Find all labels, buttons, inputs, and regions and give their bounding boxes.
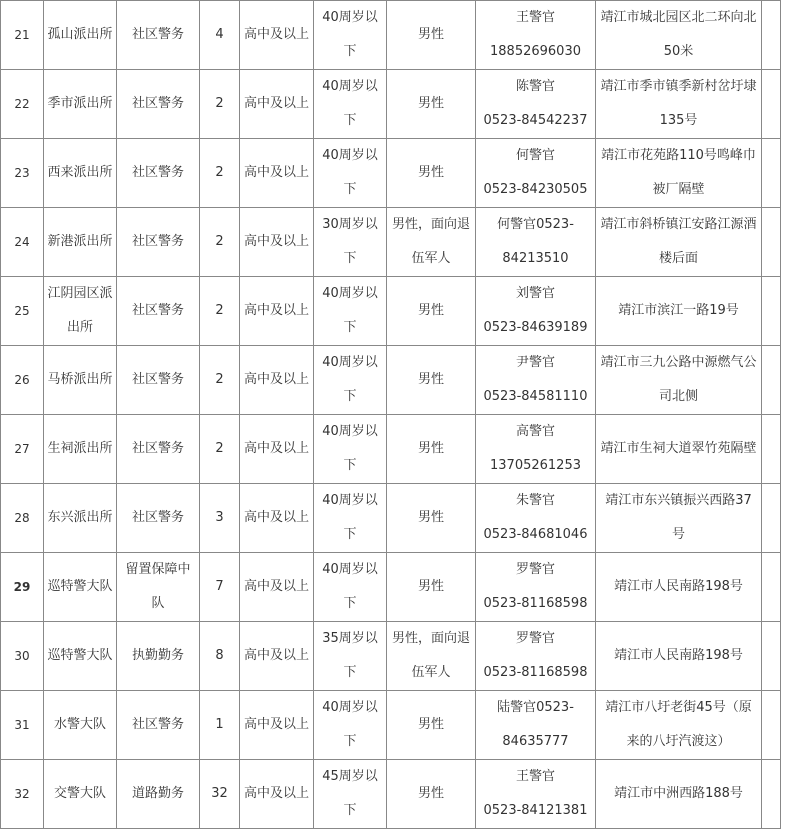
count-cell: 2 xyxy=(200,346,240,415)
contact-cell xyxy=(476,760,596,829)
unit-cell: 孤山派出所 xyxy=(44,1,117,70)
row-number: 29 xyxy=(1,553,44,622)
contact-cell xyxy=(476,139,596,208)
position-cell: 社区警务 xyxy=(117,346,200,415)
gender-cell: 男性 xyxy=(387,277,476,346)
contact-phone: 0523-84581110 xyxy=(483,389,588,404)
gender-cell: 男性 xyxy=(387,760,476,829)
unit-cell: 马桥派出所 xyxy=(44,346,117,415)
age-cell: 40周岁以下 xyxy=(314,139,387,208)
contact-cell xyxy=(476,622,596,691)
address-cell: 靖江市东兴镇振兴西路37号 xyxy=(596,484,762,553)
education-cell: 高中及以上 xyxy=(240,415,314,484)
row-number: 32 xyxy=(1,760,44,829)
gender-cell: 男性 xyxy=(387,1,476,70)
contact-name: 何警官0523- xyxy=(497,217,574,232)
row-number: 28 xyxy=(1,484,44,553)
education-cell: 高中及以上 xyxy=(240,691,314,760)
empty-cell xyxy=(762,415,781,484)
row-number: 30 xyxy=(1,622,44,691)
unit-cell: 西来派出所 xyxy=(44,139,117,208)
empty-cell xyxy=(762,760,781,829)
age-cell: 40周岁以下 xyxy=(314,70,387,139)
contact-cell xyxy=(476,415,596,484)
unit-cell: 水警大队 xyxy=(44,691,117,760)
table-row xyxy=(1,415,781,484)
age-cell: 30周岁以下 xyxy=(314,208,387,277)
address-cell: 靖江市中洲西路188号 xyxy=(596,760,762,829)
count-cell: 2 xyxy=(200,208,240,277)
row-number: 26 xyxy=(1,346,44,415)
contact-cell xyxy=(476,70,596,139)
gender-cell: 男性 xyxy=(387,484,476,553)
gender-cell: 男性 xyxy=(387,415,476,484)
table-body xyxy=(1,1,781,829)
table-row xyxy=(1,70,781,139)
position-cell: 社区警务 xyxy=(117,1,200,70)
contact-name: 何警官 xyxy=(515,148,555,163)
gender-cell: 男性 xyxy=(387,139,476,208)
count-cell: 8 xyxy=(200,622,240,691)
position-cell: 留置保障中队 xyxy=(117,553,200,622)
unit-cell: 新港派出所 xyxy=(44,208,117,277)
contact-phone: 18852696030 xyxy=(490,44,581,59)
table-row xyxy=(1,553,781,622)
empty-cell xyxy=(762,622,781,691)
contact-phone: 13705261253 xyxy=(490,458,581,473)
address-cell: 靖江市季市镇季新村岔圩埭135号 xyxy=(596,70,762,139)
table-row xyxy=(1,208,781,277)
table-row xyxy=(1,760,781,829)
education-cell: 高中及以上 xyxy=(240,484,314,553)
unit-cell: 季市派出所 xyxy=(44,70,117,139)
row-number: 22 xyxy=(1,70,44,139)
row-number: 23 xyxy=(1,139,44,208)
age-cell: 40周岁以下 xyxy=(314,553,387,622)
contact-name: 朱警官 xyxy=(515,493,555,508)
row-number: 24 xyxy=(1,208,44,277)
position-cell: 执勤勤务 xyxy=(117,622,200,691)
age-cell: 45周岁以下 xyxy=(314,760,387,829)
empty-cell xyxy=(762,553,781,622)
address-cell: 靖江市花苑路110号鸣峰巾被厂隔壁 xyxy=(596,139,762,208)
age-cell: 40周岁以下 xyxy=(314,1,387,70)
count-cell: 3 xyxy=(200,484,240,553)
contact-phone: 0523-81168598 xyxy=(483,665,588,680)
age-cell: 40周岁以下 xyxy=(314,415,387,484)
contact-name: 陈警官 xyxy=(515,79,555,94)
empty-cell xyxy=(762,208,781,277)
contact-phone: 0523-84681046 xyxy=(483,527,588,542)
contact-name: 陆警官0523- xyxy=(497,700,574,715)
empty-cell xyxy=(762,691,781,760)
table-row xyxy=(1,484,781,553)
gender-cell: 男性 xyxy=(387,70,476,139)
education-cell: 高中及以上 xyxy=(240,553,314,622)
age-cell: 40周岁以下 xyxy=(314,484,387,553)
contact-phone: 0523-84230505 xyxy=(483,182,588,197)
address-cell: 靖江市人民南路198号 xyxy=(596,553,762,622)
table-row xyxy=(1,277,781,346)
education-cell: 高中及以上 xyxy=(240,760,314,829)
age-cell: 40周岁以下 xyxy=(314,691,387,760)
unit-cell: 交警大队 xyxy=(44,760,117,829)
position-cell: 社区警务 xyxy=(117,415,200,484)
education-cell: 高中及以上 xyxy=(240,208,314,277)
position-cell: 社区警务 xyxy=(117,70,200,139)
contact-cell xyxy=(476,691,596,760)
contact-phone: 84213510 xyxy=(502,251,569,266)
unit-cell: 巡特警大队 xyxy=(44,622,117,691)
count-cell: 2 xyxy=(200,139,240,208)
address-cell: 靖江市滨江一路19号 xyxy=(596,277,762,346)
table-row xyxy=(1,346,781,415)
address-cell: 靖江市八圩老街45号（原来的八圩汽渡这） xyxy=(596,691,762,760)
contact-cell xyxy=(476,553,596,622)
empty-cell xyxy=(762,1,781,70)
contact-cell xyxy=(476,346,596,415)
contact-cell xyxy=(476,1,596,70)
contact-cell xyxy=(476,484,596,553)
address-cell: 靖江市生祠大道翠竹苑隔壁 xyxy=(596,415,762,484)
position-cell: 社区警务 xyxy=(117,139,200,208)
empty-cell xyxy=(762,484,781,553)
gender-cell: 男性 xyxy=(387,346,476,415)
position-cell: 社区警务 xyxy=(117,208,200,277)
age-cell: 35周岁以下 xyxy=(314,622,387,691)
empty-cell xyxy=(762,70,781,139)
row-number: 21 xyxy=(1,1,44,70)
address-cell: 靖江市城北园区北二环向北50米 xyxy=(596,1,762,70)
count-cell: 2 xyxy=(200,415,240,484)
contact-name: 王警官 xyxy=(515,10,555,25)
count-cell: 2 xyxy=(200,277,240,346)
empty-cell xyxy=(762,277,781,346)
contact-phone: 84635777 xyxy=(502,734,569,749)
contact-cell xyxy=(476,208,596,277)
table-row xyxy=(1,139,781,208)
row-number: 31 xyxy=(1,691,44,760)
education-cell: 高中及以上 xyxy=(240,622,314,691)
contact-name: 刘警官 xyxy=(515,286,555,301)
address-cell: 靖江市三九公路中源燃气公司北侧 xyxy=(596,346,762,415)
age-cell: 40周岁以下 xyxy=(314,346,387,415)
count-cell: 2 xyxy=(200,70,240,139)
gender-cell: 男性，面向退伍军人 xyxy=(387,208,476,277)
count-cell: 32 xyxy=(200,760,240,829)
contact-phone: 0523-84121381 xyxy=(483,803,588,818)
table-row xyxy=(1,622,781,691)
unit-cell: 巡特警大队 xyxy=(44,553,117,622)
gender-cell: 男性，面向退伍军人 xyxy=(387,622,476,691)
contact-phone: 0523-81168598 xyxy=(483,596,588,611)
position-cell: 道路勤务 xyxy=(117,760,200,829)
unit-cell: 江阴园区派出所 xyxy=(44,277,117,346)
education-cell: 高中及以上 xyxy=(240,139,314,208)
contact-name: 罗警官 xyxy=(515,562,555,577)
contact-phone: 0523-84639189 xyxy=(483,320,588,335)
unit-cell: 东兴派出所 xyxy=(44,484,117,553)
education-cell: 高中及以上 xyxy=(240,70,314,139)
empty-cell xyxy=(762,346,781,415)
education-cell: 高中及以上 xyxy=(240,1,314,70)
gender-cell: 男性 xyxy=(387,553,476,622)
position-cell: 社区警务 xyxy=(117,484,200,553)
position-cell: 社区警务 xyxy=(117,277,200,346)
address-cell: 靖江市人民南路198号 xyxy=(596,622,762,691)
contact-name: 尹警官 xyxy=(515,355,555,370)
gender-cell: 男性 xyxy=(387,691,476,760)
contact-name: 罗警官 xyxy=(515,631,555,646)
contact-name: 高警官 xyxy=(515,424,555,439)
table-row xyxy=(1,1,781,70)
table-row xyxy=(1,691,781,760)
row-number: 27 xyxy=(1,415,44,484)
position-cell: 社区警务 xyxy=(117,691,200,760)
count-cell: 7 xyxy=(200,553,240,622)
row-number: 25 xyxy=(1,277,44,346)
count-cell: 1 xyxy=(200,691,240,760)
address-cell: 靖江市斜桥镇江安路江源酒楼后面 xyxy=(596,208,762,277)
contact-phone: 0523-84542237 xyxy=(483,113,588,128)
education-cell: 高中及以上 xyxy=(240,346,314,415)
contact-name: 王警官 xyxy=(515,769,555,784)
age-cell: 40周岁以下 xyxy=(314,277,387,346)
empty-cell xyxy=(762,139,781,208)
unit-cell: 生祠派出所 xyxy=(44,415,117,484)
contact-cell xyxy=(476,277,596,346)
education-cell: 高中及以上 xyxy=(240,277,314,346)
count-cell: 4 xyxy=(200,1,240,70)
